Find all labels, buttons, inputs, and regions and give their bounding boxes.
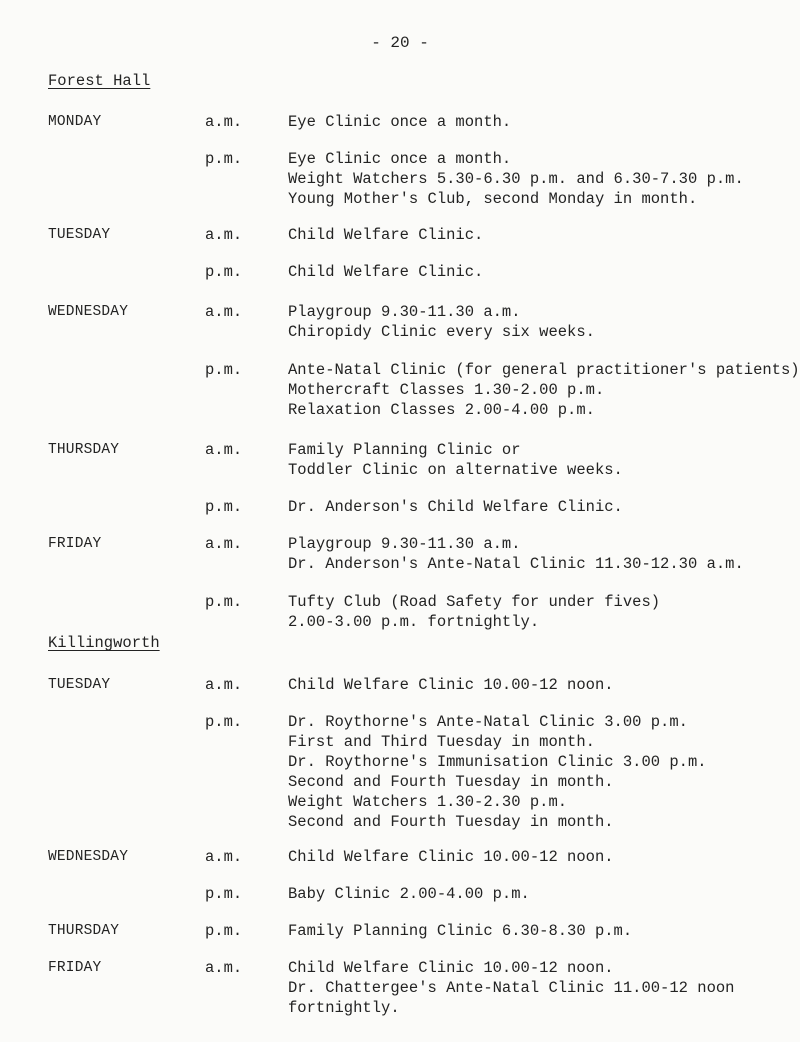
day-label: MONDAY bbox=[48, 114, 102, 130]
entry-lines bbox=[288, 675, 614, 695]
entry-line: Dr. Roythorne's Immunisation Clinic 3.00 p.m. bbox=[288, 753, 707, 771]
section-title-forest-hall: Forest Hall bbox=[48, 72, 151, 90]
entry-lines bbox=[288, 958, 734, 1018]
entry-line: Child Welfare Clinic 10.00-12 noon. bbox=[288, 959, 614, 977]
time-label: a.m. bbox=[205, 441, 243, 459]
time-label: p.m. bbox=[205, 150, 243, 168]
entry-lines bbox=[288, 592, 660, 632]
day-label: TUESDAY bbox=[48, 227, 111, 243]
entry-line: fortnightly. bbox=[288, 999, 400, 1017]
entry-line: Dr. Chattergee's Ante-Natal Clinic 11.00-12 noon bbox=[288, 979, 735, 997]
entry-line: Child Welfare Clinic 10.00-12 noon. bbox=[288, 848, 614, 866]
time-label: a.m. bbox=[205, 959, 243, 977]
time-label: a.m. bbox=[205, 676, 243, 694]
entry-lines bbox=[288, 847, 614, 867]
entry-line: Child Welfare Clinic. bbox=[288, 263, 484, 281]
entry-line: Second and Fourth Tuesday in month. bbox=[288, 773, 614, 791]
time-label: a.m. bbox=[205, 303, 243, 321]
entry-line: Tufty Club (Road Safety for under fives) bbox=[288, 593, 661, 611]
entry-lines bbox=[288, 712, 707, 832]
time-label: p.m. bbox=[205, 593, 243, 611]
day-label: FRIDAY bbox=[48, 960, 102, 976]
entry-line: Dr. Roythorne's Ante-Natal Clinic 3.00 p.m. bbox=[288, 713, 688, 731]
entry-line: Eye Clinic once a month. bbox=[288, 150, 512, 168]
time-label: a.m. bbox=[205, 535, 243, 553]
entry-line: Toddler Clinic on alternative weeks. bbox=[288, 461, 623, 479]
time-label: p.m. bbox=[205, 922, 243, 940]
entry-line: Mothercraft Classes 1.30-2.00 p.m. bbox=[288, 381, 605, 399]
entry-line: Child Welfare Clinic 10.00-12 noon. bbox=[288, 676, 614, 694]
time-label: a.m. bbox=[205, 113, 243, 131]
day-label: WEDNESDAY bbox=[48, 304, 129, 320]
day-label: THURSDAY bbox=[48, 923, 120, 939]
entry-lines bbox=[288, 225, 483, 245]
entry-line: Weight Watchers 1.30-2.30 p.m. bbox=[288, 793, 568, 811]
entry-lines bbox=[288, 440, 623, 480]
entry-lines bbox=[288, 262, 483, 282]
entry-line: Family Planning Clinic 6.30-8.30 p.m. bbox=[288, 922, 633, 940]
entry-line: Relaxation Classes 2.00-4.00 p.m. bbox=[288, 401, 595, 419]
entry-lines bbox=[288, 497, 623, 517]
day-label: FRIDAY bbox=[48, 536, 102, 552]
entry-lines bbox=[288, 921, 632, 941]
entry-line: Weight Watchers 5.30-6.30 p.m. and 6.30-7.30 p.m. bbox=[288, 170, 744, 188]
entry-lines bbox=[288, 534, 744, 574]
time-label: p.m. bbox=[205, 885, 243, 903]
time-label: a.m. bbox=[205, 848, 243, 866]
time-label: p.m. bbox=[205, 713, 243, 731]
time-label: a.m. bbox=[205, 226, 243, 244]
entry-lines bbox=[288, 302, 595, 342]
entry-lines bbox=[288, 149, 744, 209]
entry-lines bbox=[288, 112, 511, 132]
entry-line: Chiropidy Clinic every six weeks. bbox=[288, 323, 595, 341]
page-number: - 20 - bbox=[371, 34, 429, 52]
day-label: TUESDAY bbox=[48, 677, 111, 693]
entry-line: Playgroup 9.30-11.30 a.m. bbox=[288, 303, 521, 321]
entry-line: Dr. Anderson's Child Welfare Clinic. bbox=[288, 498, 623, 516]
entry-line: First and Third Tuesday in month. bbox=[288, 733, 595, 751]
entry-line: Baby Clinic 2.00-4.00 p.m. bbox=[288, 885, 530, 903]
time-label: p.m. bbox=[205, 361, 243, 379]
entry-line: Family Planning Clinic or bbox=[288, 441, 521, 459]
day-label: WEDNESDAY bbox=[48, 849, 129, 865]
entry-line: Dr. Anderson's Ante-Natal Clinic 11.30-12.30 a.m. bbox=[288, 555, 744, 573]
entry-line: Child Welfare Clinic. bbox=[288, 226, 484, 244]
section-title-killingworth: Killingworth bbox=[48, 634, 160, 652]
entry-lines bbox=[288, 884, 530, 904]
entry-line: 2.00-3.00 p.m. fortnightly. bbox=[288, 613, 540, 631]
time-label: p.m. bbox=[205, 498, 243, 516]
entry-line: Second and Fourth Tuesday in month. bbox=[288, 813, 614, 831]
time-label: p.m. bbox=[205, 263, 243, 281]
entry-line: Young Mother's Club, second Monday in month. bbox=[288, 190, 698, 208]
entry-line: Playgroup 9.30-11.30 a.m. bbox=[288, 535, 521, 553]
entry-lines bbox=[288, 360, 800, 420]
entry-line: Eye Clinic once a month. bbox=[288, 113, 512, 131]
entry-line: Ante-Natal Clinic (for general practitioner's patients) bbox=[288, 361, 800, 379]
day-label: THURSDAY bbox=[48, 442, 120, 458]
